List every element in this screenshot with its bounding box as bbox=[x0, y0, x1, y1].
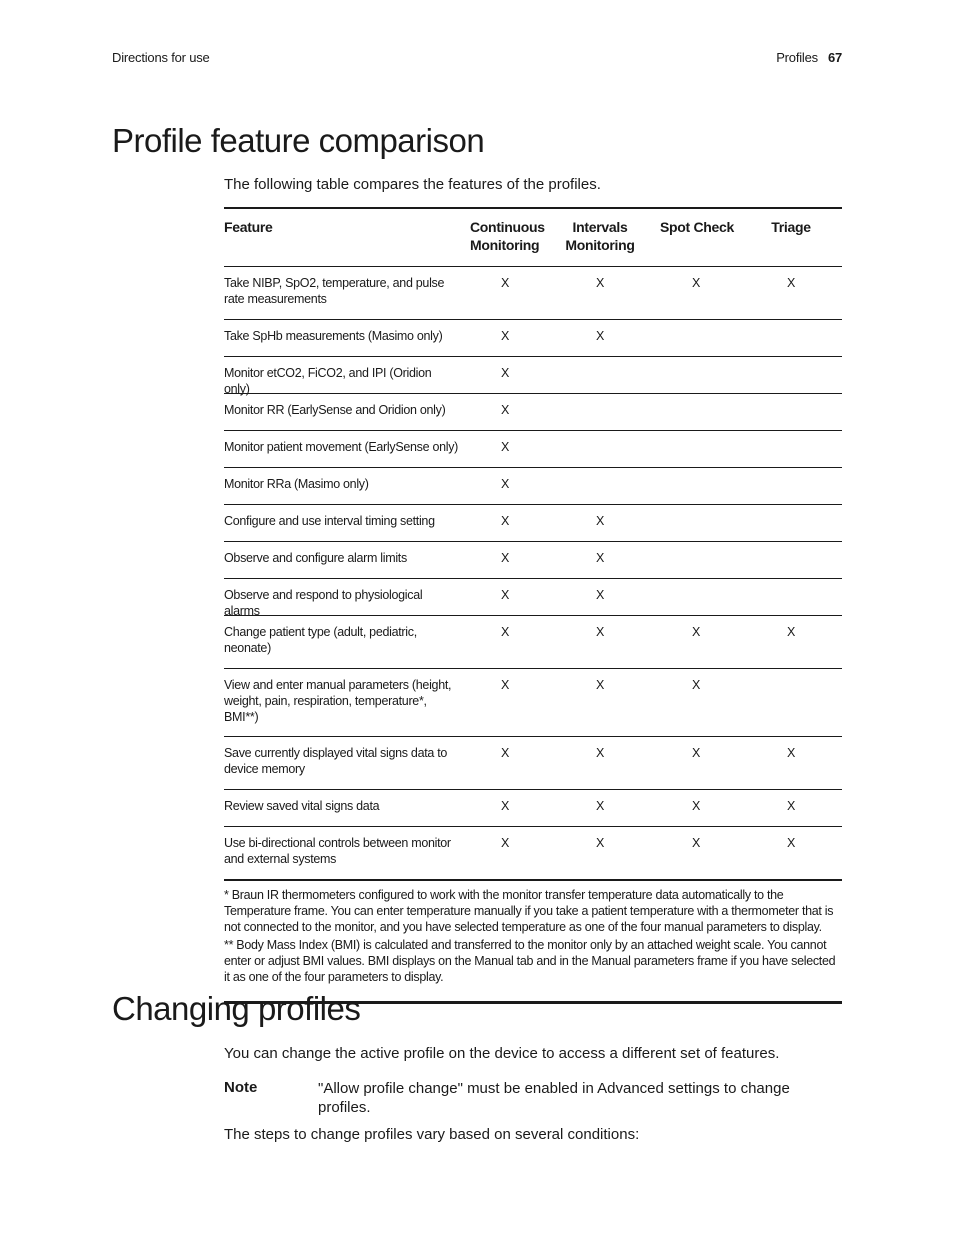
feature-cell: Monitor patient movement (EarlySense only) bbox=[224, 440, 459, 454]
feature-cell: Review saved vital signs data bbox=[224, 799, 380, 813]
support-mark: X bbox=[691, 276, 701, 290]
support-mark: X bbox=[691, 746, 701, 760]
feature-cell: Take NIBP, SpO2, temperature, and pulse rate measurements bbox=[224, 276, 445, 306]
feature-cell: Configure and use interval timing setting bbox=[224, 514, 435, 528]
support-mark: X bbox=[595, 514, 605, 528]
support-mark: X bbox=[595, 678, 605, 692]
feature-cell: Monitor etCO2, FiCO2, and IPI (Oridion only) bbox=[224, 366, 432, 396]
note-text: "Allow profile change" must be enabled in Advanced settings to change profiles. bbox=[318, 1080, 790, 1116]
support-mark: X bbox=[500, 551, 510, 565]
table-row bbox=[224, 505, 842, 542]
support-mark: X bbox=[500, 514, 510, 528]
table-row bbox=[224, 357, 842, 394]
section-heading-changing-profiles: Changing profiles bbox=[112, 990, 361, 1027]
section-name: Profiles bbox=[776, 50, 818, 65]
table-row bbox=[224, 579, 842, 616]
support-mark: X bbox=[500, 588, 510, 602]
support-mark: X bbox=[500, 746, 510, 760]
table-row bbox=[224, 267, 842, 320]
table-row bbox=[224, 542, 842, 579]
footnote-bmi: ** Body Mass Index (BMI) is calculated and transferred to the monitor only by an attached weight scale. You cannot enter or adjust BMI values. BMI displays on the Manual tab and in the Manual parameters frame if you have selected it as one of the four parameters to display. bbox=[224, 938, 836, 984]
support-mark: X bbox=[595, 836, 605, 850]
page-number: 67 bbox=[827, 50, 842, 65]
feature-cell: Change patient type (adult, pediatric, neonate) bbox=[224, 625, 417, 655]
column-header-feature: Feature bbox=[224, 219, 273, 235]
feature-cell: View and enter manual parameters (height, weight, pain, respiration, temperature*, BMI**) bbox=[224, 678, 452, 724]
intro-text: The following table compares the features of the profiles. bbox=[224, 176, 601, 193]
column-header-spot-check: Spot Check bbox=[660, 219, 735, 235]
support-mark: X bbox=[595, 625, 605, 639]
column-header-intervals: Intervals Monitoring bbox=[565, 219, 635, 253]
footnote-temperature: * Braun IR thermometers configured to work with the monitor transfer temperature data automatically to the Temperature frame. You can enter temperature manually if you take a patient temperature with a thermometer that is not connected to the monitor, and you have selected temperature as one of the four manual parameters to display. bbox=[224, 888, 834, 934]
table-row bbox=[224, 737, 842, 790]
section-heading-profile-comparison: Profile feature comparison bbox=[112, 122, 485, 159]
support-mark: X bbox=[500, 678, 510, 692]
feature-cell: Monitor RRa (Masimo only) bbox=[224, 477, 369, 491]
body-paragraph: The steps to change profiles vary based on several conditions: bbox=[224, 1126, 640, 1143]
support-mark: X bbox=[500, 477, 510, 491]
table-row bbox=[224, 790, 842, 827]
table-row bbox=[224, 616, 842, 669]
support-mark: X bbox=[500, 440, 510, 454]
support-mark: X bbox=[595, 329, 605, 343]
support-mark: X bbox=[500, 625, 510, 639]
table-row bbox=[224, 827, 842, 880]
support-mark: X bbox=[786, 799, 796, 813]
support-mark: X bbox=[500, 836, 510, 850]
running-header-title: Directions for use bbox=[112, 50, 210, 65]
feature-cell: Observe and configure alarm limits bbox=[224, 551, 407, 565]
feature-cell: Take SpHb measurements (Masimo only) bbox=[224, 329, 443, 343]
table-row bbox=[224, 320, 842, 357]
table-row bbox=[224, 468, 842, 505]
support-mark: X bbox=[500, 276, 510, 290]
table-body bbox=[224, 267, 842, 880]
support-mark: X bbox=[786, 625, 796, 639]
support-mark: X bbox=[691, 799, 701, 813]
table-row bbox=[224, 431, 842, 468]
support-mark: X bbox=[691, 625, 701, 639]
support-mark: X bbox=[500, 366, 510, 380]
feature-cell: Observe and respond to physiological alarms bbox=[224, 588, 423, 618]
support-mark: X bbox=[691, 836, 701, 850]
column-header-triage: Triage bbox=[771, 219, 811, 235]
support-mark: X bbox=[500, 403, 510, 417]
support-mark: X bbox=[595, 799, 605, 813]
table-header-row bbox=[224, 209, 842, 267]
support-mark: X bbox=[500, 799, 510, 813]
table-footnotes bbox=[224, 880, 842, 1004]
feature-cell: Save currently displayed vital signs data to device memory bbox=[224, 746, 448, 776]
column-header-continuous: Continuous Monitoring bbox=[470, 219, 545, 253]
running-header-section bbox=[776, 50, 842, 65]
support-mark: X bbox=[595, 746, 605, 760]
support-mark: X bbox=[691, 678, 701, 692]
support-mark: X bbox=[786, 746, 796, 760]
body-paragraph: You can change the active profile on the device to access a different set of features. bbox=[224, 1045, 780, 1062]
support-mark: X bbox=[786, 836, 796, 850]
table-row bbox=[224, 669, 842, 737]
support-mark: X bbox=[595, 276, 605, 290]
feature-cell: Use bi-directional controls between monitor and external systems bbox=[224, 836, 451, 866]
feature-comparison-table bbox=[224, 207, 842, 1004]
support-mark: X bbox=[595, 588, 605, 602]
table-row bbox=[224, 394, 842, 431]
support-mark: X bbox=[500, 329, 510, 343]
feature-cell: Monitor RR (EarlySense and Oridion only) bbox=[224, 403, 446, 417]
support-mark: X bbox=[786, 276, 796, 290]
support-mark: X bbox=[595, 551, 605, 565]
note-label: Note bbox=[224, 1079, 258, 1096]
